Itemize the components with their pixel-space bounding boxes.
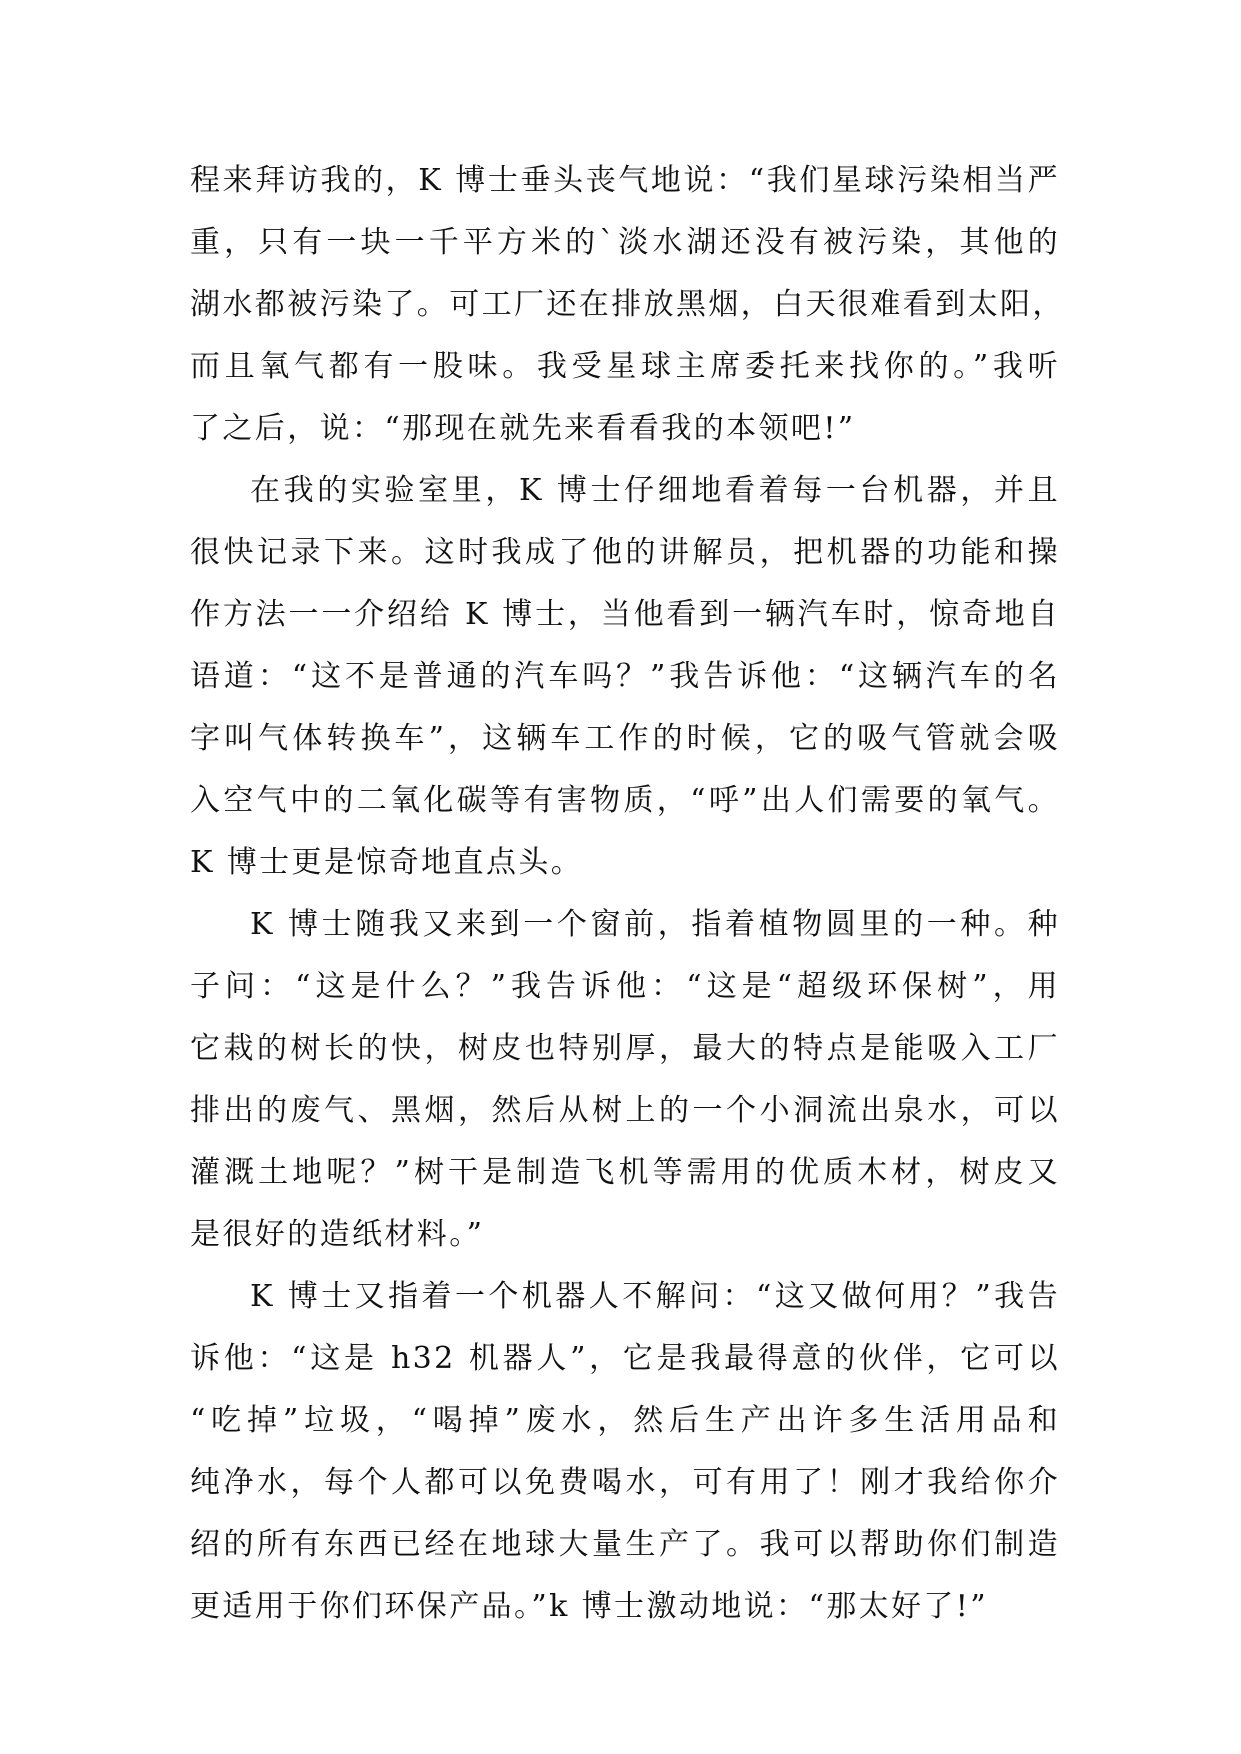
text-line: 语道：“这不是普通的汽车吗？”我告诉他：“这辆汽车的名 bbox=[190, 659, 1060, 694]
text-line: 重，只有一块一千平方米的`淡水湖还没有被污染，其他的 bbox=[190, 225, 1060, 260]
text-line: K 博士随我又来到一个窗前，指着植物圆里的一种。种 bbox=[250, 907, 1060, 942]
text-line: 字叫气体转换车”，这辆车工作的时候，它的吸气管就会吸 bbox=[190, 721, 1060, 756]
text-line: 了之后，说：“那现在就先来看看我的本领吧!” bbox=[190, 411, 856, 446]
text-line: 而且氧气都有一股味。我受星球主席委托来找你的。”我听 bbox=[190, 349, 1060, 384]
text-line: K 博士又指着一个机器人不解问：“这又做何用？”我告 bbox=[250, 1279, 1060, 1314]
text-line: 在我的实验室里，K 博士仔细地看着每一台机器，并且 bbox=[250, 473, 1060, 508]
text-line: 排出的废气、黑烟，然后从树上的一个小洞流出泉水，可以 bbox=[190, 1093, 1060, 1128]
text-line: K 博士更是惊奇地直点头。 bbox=[190, 845, 584, 880]
text-line: 子问：“这是什么？”我告诉他：“这是“超级环保树”，用 bbox=[190, 969, 1060, 1004]
story-text bbox=[190, 150, 1065, 1638]
text-line: 作方法一一介绍给 K 博士，当他看到一辆汽车时，惊奇地自 bbox=[190, 597, 1060, 632]
text-line: 更适用于你们环保产品。”k 博士激动地说：“那太好了!” bbox=[190, 1589, 988, 1624]
text-line: 湖水都被污染了。可工厂还在排放黑烟，白天很难看到太阳， bbox=[190, 287, 1065, 322]
text-line: 纯净水，每个人都可以免费喝水，可有用了！刚才我给你介 bbox=[190, 1465, 1060, 1500]
text-line: 诉他：“这是 h32 机器人”，它是我最得意的伙伴，它可以 bbox=[190, 1341, 1060, 1376]
text-line: 很快记录下来。这时我成了他的讲解员，把机器的功能和操 bbox=[190, 535, 1060, 570]
text-line: 灌溉土地呢？”树干是制造飞机等需用的优质木材，树皮又 bbox=[190, 1155, 1060, 1190]
text-line: “吃掉”垃圾，“喝掉”废水，然后生产出许多生活用品和 bbox=[190, 1403, 1060, 1438]
text-line: 它栽的树长的快，树皮也特别厚，最大的特点是能吸入工厂 bbox=[190, 1031, 1060, 1066]
text-line: 入空气中的二氧化碳等有害物质，“呼”出人们需要的氧气。 bbox=[190, 783, 1060, 818]
text-line: 是很好的造纸材料。” bbox=[190, 1217, 485, 1252]
text-line: 绍的所有东西已经在地球大量生产了。我可以帮助你们制造 bbox=[190, 1527, 1060, 1562]
text-line: 程来拜访我的，K 博士垂头丧气地说：“我们星球污染相当严 bbox=[190, 163, 1060, 198]
